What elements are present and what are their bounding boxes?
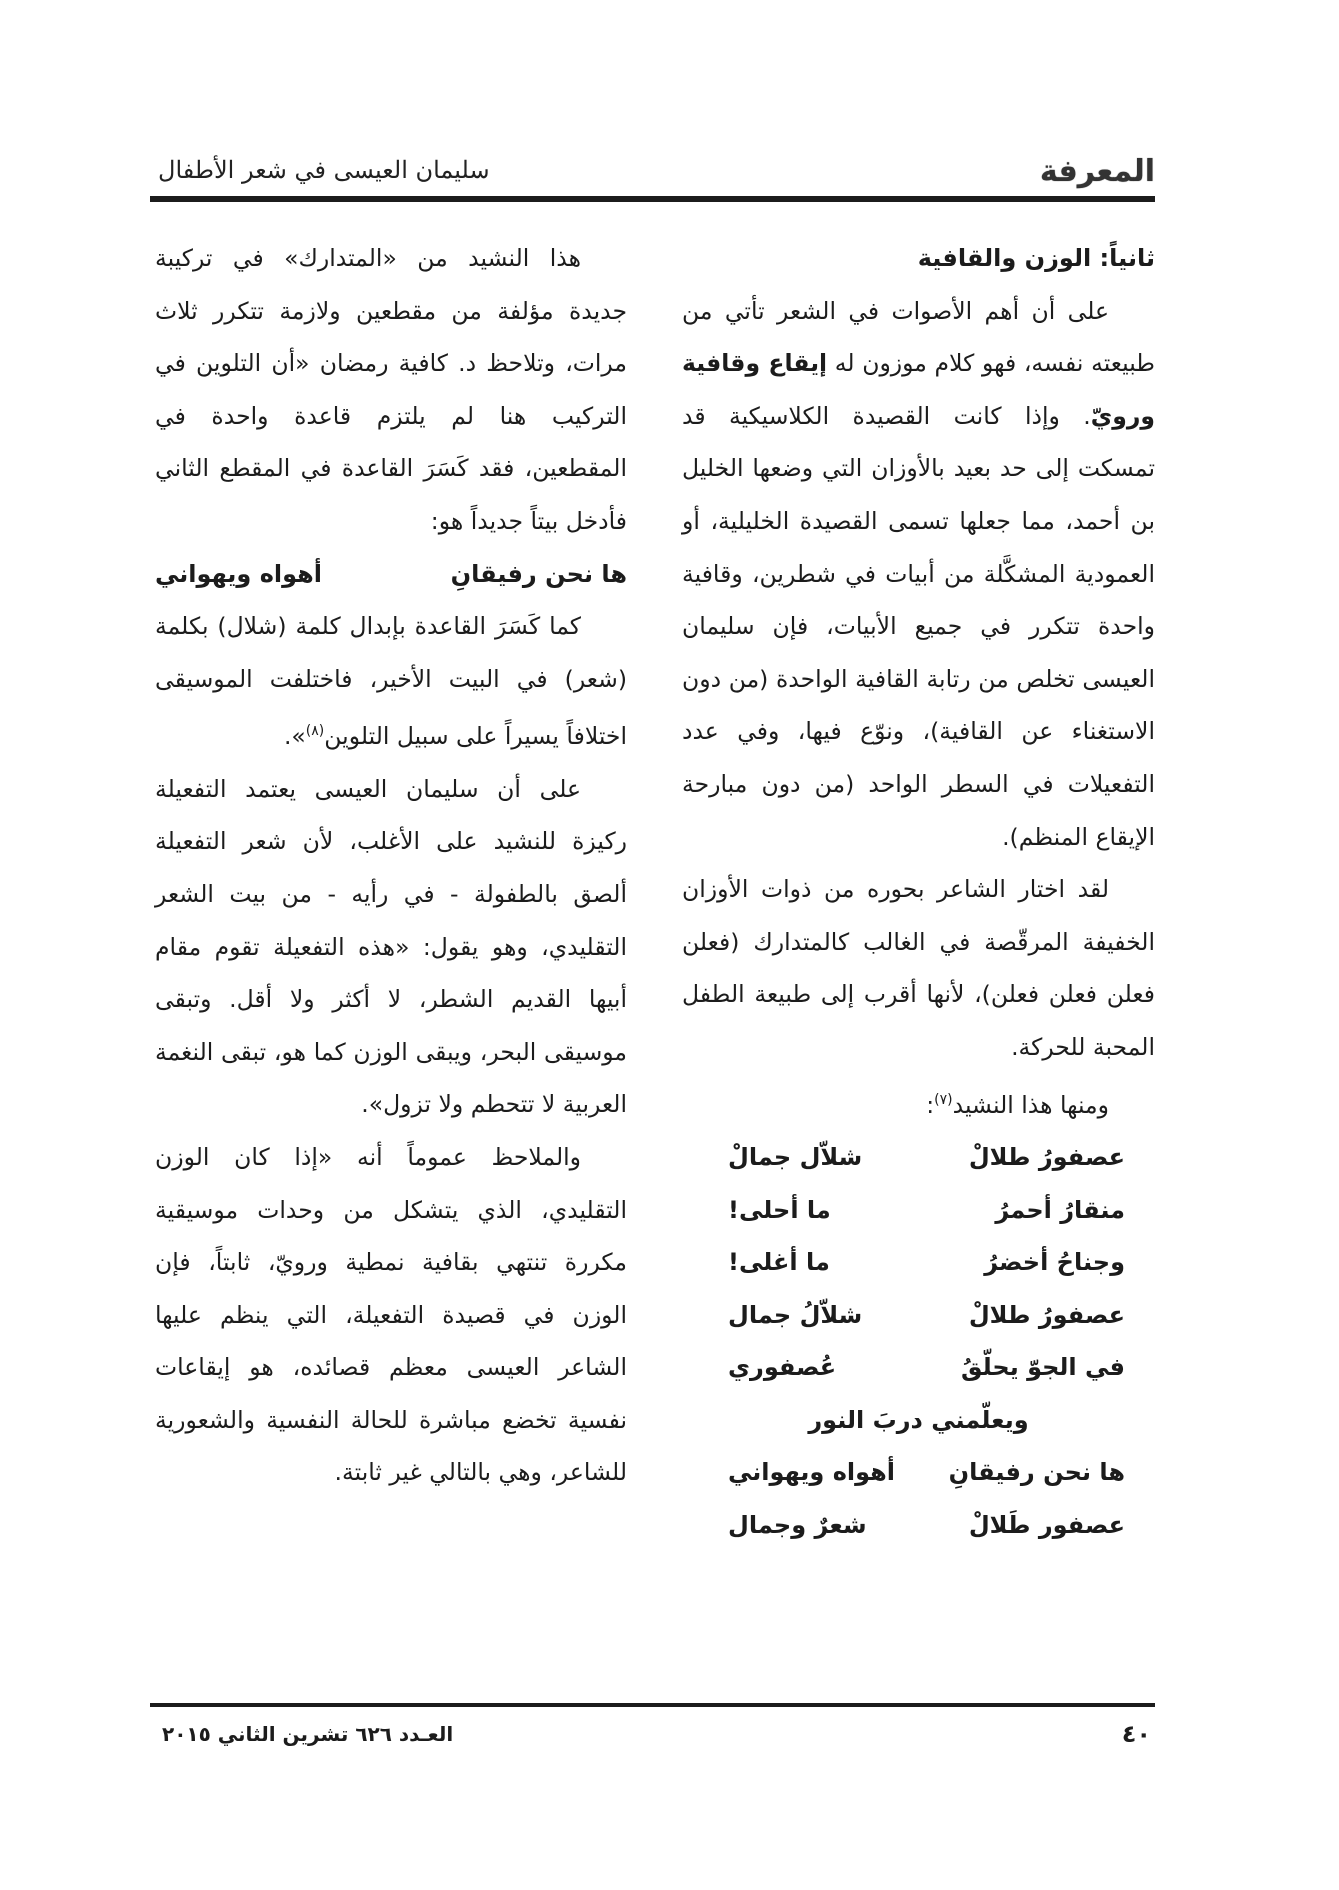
poem-half: شعرٌ وجمال <box>728 1511 867 1540</box>
paragraph <box>155 600 627 763</box>
poem-line <box>682 1499 1155 1552</box>
paragraph: والملاحظ عموماً أنه «إذا كان الوزن التقليدي، الذي يتشكل من وحدات موسيقية مكررة تنتهي بقافية نمطية ورويّ، ثابتاً، فإن الوزن في قصيدة التفعيلة، التي ينظم عليها الشاعر العيسى معظم قصائده، هو إيقاعات نفسية تخضع مباشرة للحالة النفسية والشعورية للشاعر، وهي بالتالي غير ثابتة. <box>155 1142 627 1487</box>
header-rule <box>150 196 1155 202</box>
poem-half: أهواه ويهواني <box>155 559 323 588</box>
poem-line <box>682 1131 1155 1184</box>
poem-line <box>682 1446 1155 1499</box>
poem-line <box>682 1236 1155 1289</box>
paragraph-text: . وإذا كانت القصيدة الكلاسيكية قد تمسكت إلى حد بعيد بالأوزان التي وضعها الخليل بن أحمد، مما جعلها تسمى القصيدة الخليلية، أو العمودية المشكَّلة من أبيات في شطرين، وقافية واحدة تتكرر في جميع الأبيات، فإن سليمان العيسى تخلص من رتابة القافية الواحدة (من دون الاستغناء عن القافية)، ونوّع فيها، وفي عدد التفعيلات في السطر الواحد (من دون مبارحة الإيقاع المنظم). <box>682 401 1155 851</box>
issue-info: العـدد ٦٢٦ تشرين الثاني ٢٠١٥ <box>162 1722 454 1746</box>
emphasis-text: إيقاع وقافية ورويّ <box>682 349 1155 430</box>
poem-half: ما أغلى! <box>728 1248 830 1277</box>
poem-half: في الجوّ يحلّقُ <box>960 1353 1125 1382</box>
footer-rule <box>150 1703 1155 1707</box>
paragraph <box>682 285 1155 864</box>
paragraph-text: : <box>926 1090 935 1119</box>
poem-line <box>682 1394 1155 1447</box>
poem-half: عصفورُ طلالْ <box>968 1300 1125 1329</box>
poem-single: ويعلّمني دربَ النور <box>808 1405 1029 1434</box>
poem-half: ها نحن رفيقانِ <box>450 559 627 588</box>
poem-line <box>682 1341 1155 1394</box>
page-header <box>150 148 1155 196</box>
poem-half: ها نحن رفيقانِ <box>948 1458 1125 1487</box>
poem-half: شلاّلُ جمال <box>728 1300 863 1329</box>
poem-half: وجناحُ أخضرُ <box>984 1248 1125 1277</box>
paragraph-text: ». <box>283 722 306 751</box>
page-footer <box>150 1718 1155 1758</box>
paragraph-text: ومنها هذا النشيد <box>952 1090 1109 1119</box>
footnote-ref: (٨) <box>305 723 325 740</box>
right-column <box>682 232 1155 1552</box>
poem-line <box>682 1184 1155 1237</box>
poem-half: ما أحلى! <box>728 1195 831 1224</box>
page-number: ٤٠ <box>1121 1720 1151 1748</box>
poem-half: منقارُ أحمرُ <box>995 1195 1125 1224</box>
paragraph: هذا النشيد من «المتدارك» في تركيبة جديدة مؤلفة من مقطعين ولازمة تتكرر ثلاث مرات، وتلاحظ د. كافية رمضان «أن التلوين في التركيب هنا لم يلتزم قاعدة واحدة في المقطعين، فقد كَسَرَ القاعدة في المقطع الثاني فأدخل بيتاً جديداً هو: <box>155 244 627 535</box>
poem-half: أهواه ويهواني <box>728 1458 896 1487</box>
magazine-logo: المعرفة <box>1039 154 1155 189</box>
running-title: سليمان العيسى في شعر الأطفال <box>158 156 490 184</box>
footnote-ref: (٧) <box>934 1091 953 1108</box>
poem-half: عصفور طَلالْ <box>968 1511 1125 1540</box>
paragraph-text: على أن أهم الأصوات في الشعر تأتي من طبيعته نفسه، فهو كلام موزون له <box>682 296 1156 378</box>
paragraph: على أن سليمان العيسى يعتمد التفعيلة ركيزة للنشيد على الأغلب، لأن شعر التفعيلة ألصق بالطفولة - في رأيه - من بيت الشعر التقليدي، وهو يقول: «هذه التفعيلة تقوم مقام أبيها القديم الشطر، لا أكثر ولا أقل. وتبقى موسيقى البحر، ويبقى الوزن كما هو، تبقى النغمة العربية لا تتحطم ولا تزول». <box>155 774 627 1119</box>
paragraph: لقد اختار الشاعر بحوره من ذوات الأوزان الخفيفة المرقّصة في الغالب كالمتدارك (فعلن فعلن فعلن فعلن)، لأنها أقرب إلى طبيعة الطفل المحبة للحركة. <box>682 875 1155 1061</box>
poem-half: عُصفوري <box>728 1353 837 1382</box>
poem-line <box>682 1289 1155 1342</box>
poem-half: شلاّل جمالْ <box>728 1142 863 1171</box>
left-column <box>155 232 627 1499</box>
section-heading: ثانياً: الوزن والقافية <box>917 244 1155 272</box>
poem-line <box>155 548 627 601</box>
paragraph <box>682 1074 1155 1131</box>
paragraph-text: كما كَسَرَ القاعدة بإبدال كلمة (شلال) بكلمة (شعر) في البيت الأخير، فاختلفت الموسيقى اختلافاً يسيراً على سبيل التلوين <box>155 612 627 751</box>
poem-half: عصفورُ طلالْ <box>968 1142 1125 1171</box>
